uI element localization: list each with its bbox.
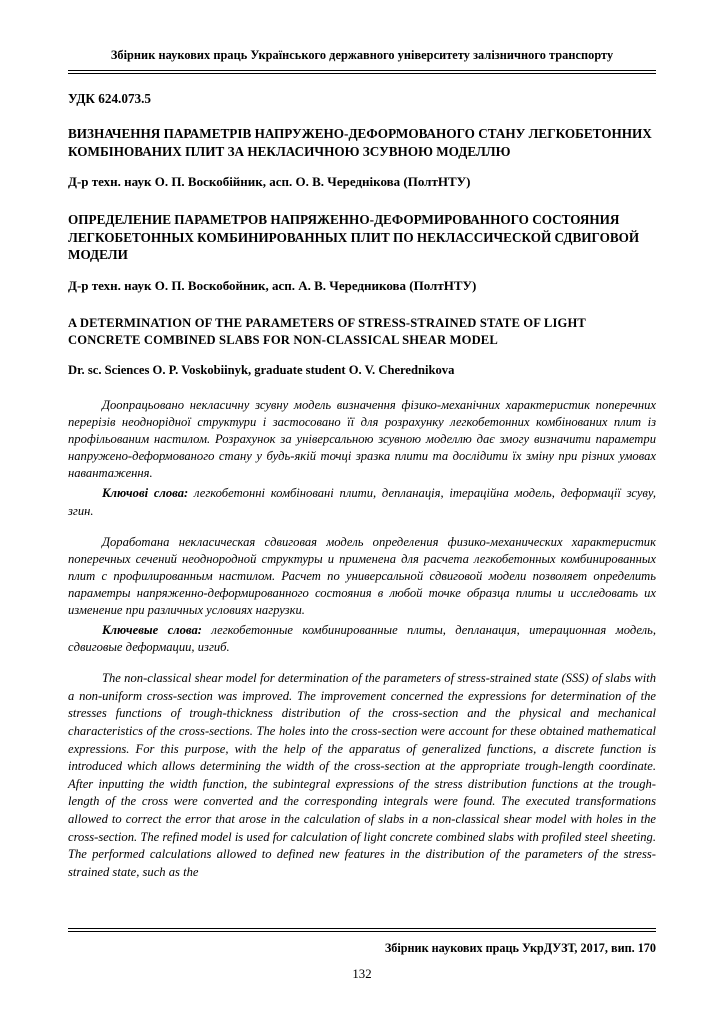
footer-divider-rule bbox=[68, 928, 656, 932]
keywords-ru bbox=[68, 622, 656, 656]
footer-source-line: Збірник наукових праць УкрДУЗТ, 2017, вип. 170 bbox=[384, 941, 656, 955]
running-header-title: Збірник наукових праць Українського державного університету залізничного транспорту bbox=[110, 48, 614, 62]
abstract-en: The non-classical shear model for determination of the parameters of stress-strained state (SSS) of slabs with a non-uniform cross-section was improved. The improvement concerned the expressions for determination of the stresses functions of trough-thickness distribution of the cross-section and the physical and mechanical characteristics of the cross-sections. The holes into the cross-section were account for these obtained mathematical expressions. For this purpose, with the help of the apparatus of generalized functions, a discrete function is introduced which allows determining the width of the cross-section at the appropriate trough-length coordinate. After inputting the width function, the subintegral expressions of the stress distribution functions at the trough-length of the cross were converted and the corresponding integrals were found. The executed transformations allowed to correct the error that arose in the calculation of slabs in a non-classical shear model with holes in the cross-section. The refined model is used for calculation of light concrete combined slabs with profiled steel sheeting. The performed calculations allowed to defined new features in the distribution of the parameters of the stress-strained state, such as the bbox=[68, 671, 656, 879]
article-title-en: A DETERMINATION OF THE PARAMETERS OF STRESS-STRAINED STATE OF LIGHT CONCRETE COMBINED SLABS FOR NON-CLASSICAL SHEAR MODEL bbox=[68, 315, 586, 347]
article-title-uk: ВИЗНАЧЕННЯ ПАРАМЕТРІВ НАПРУЖЕНО-ДЕФОРМОВАНОГО СТАНУ ЛЕГКОБЕТОННИХ КОМБІНОВАНИХ ПЛИТ ЗА НЕКЛАСИЧНОЮ ЗСУВНОЮ МОДЕЛЛЮ bbox=[68, 126, 652, 159]
keywords-uk-list: легкобетонні комбіновані плити, депланація, ітераційна модель, деформації зсуву, згин. bbox=[68, 486, 656, 518]
article-body bbox=[68, 90, 656, 884]
article-authors-uk: Д-р техн. наук О. П. Воскобійник, асп. О. В. Череднікова (ПолтНТУ) bbox=[68, 174, 471, 190]
udk-code: УДК 624.073.5 bbox=[68, 91, 152, 106]
running-header bbox=[68, 47, 656, 74]
article-authors-ru: Д-р техн. наук О. П. Воскобойник, асп. А. В. Чередникова (ПолтНТУ) bbox=[68, 277, 477, 293]
keywords-ru-list: легкобетонные комбинированные плиты, депланация, итерационная модель, сдвиговые деформации, изгиб. bbox=[68, 623, 656, 655]
abstract-ru: Доработана некласическая сдвиговая модель определения физико-механических характеристик поперечных сечений неоднородной структуры и применена для расчета легкобетонных комбинированных плит с профилированным настилом. Расчет по универсальной сдвиговой модели позволяет определить параметры напряженно-деформированного состояния в любой точке образца плиты и исследовать их изменение при различных условиях нагрузки. bbox=[68, 534, 656, 617]
spacer-uk-ru bbox=[68, 520, 656, 534]
article-title-ru: ОПРЕДЕЛЕНИЕ ПАРАМЕТРОВ НАПРЯЖЕННО-ДЕФОРМИРОВАННОГО СОСТОЯНИЯ ЛЕГКОБЕТОННЫХ КОМБИНИРОВАННЫХ ПЛИТ ПО НЕКЛАССИЧЕСКОЙ СДВИГОВОЙ МОДЕЛИ bbox=[68, 212, 640, 263]
header-divider-rule bbox=[68, 70, 656, 74]
page-footer bbox=[68, 928, 656, 982]
keywords-ru-label: Ключевые слова: bbox=[102, 623, 202, 638]
keywords-uk-label: Ключові слова: bbox=[102, 486, 189, 501]
article-authors-en: Dr. sc. Sciences O. P. Voskobiinyk, graduate student O. V. Cherednikova bbox=[68, 362, 455, 377]
page-number: 132 bbox=[352, 967, 372, 981]
keywords-uk bbox=[68, 485, 656, 519]
abstract-uk: Доопрацьовано некласичну зсувну модель визначення фізико-механічних характеристик поперечних перерізів неоднорідної структури і застосовано її для розрахунку легкобетонних комбінованих плит із профільованим настилом. Розрахунок за універсальною зсувною моделлю дає змогу визначити параметри напружено-деформованого стану у будь-якій точці зразка плити та дослідити їх зміну при різних умовах навантаження. bbox=[68, 397, 656, 481]
spacer-ru-en bbox=[68, 656, 656, 670]
